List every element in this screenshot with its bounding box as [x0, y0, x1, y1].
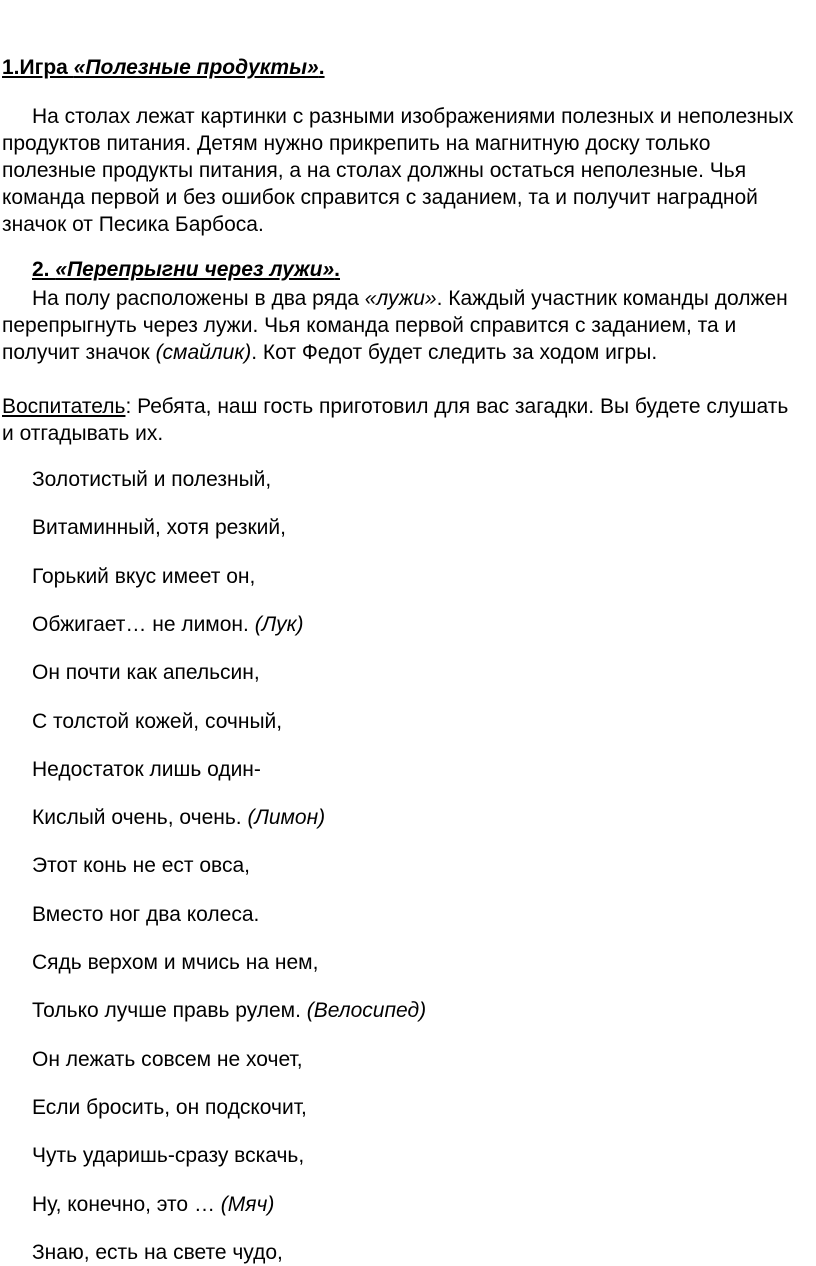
- riddle-answer: (Лимон): [247, 806, 326, 829]
- riddle-line: [32, 949, 318, 976]
- game1-title: «Полезные продукты»: [73, 56, 319, 79]
- riddle-line: [32, 708, 282, 735]
- riddle-line: [32, 997, 426, 1024]
- riddle-line-text: Золотистый и полезный,: [32, 468, 272, 491]
- riddle-line-text: Вместо ног два колеса.: [32, 903, 260, 926]
- game1-number: 1.Игра: [2, 56, 74, 79]
- riddle-line-text: Знаю, есть на свете чудо,: [32, 1241, 283, 1264]
- riddle-line-text: Ну, конечно, это …: [32, 1193, 221, 1216]
- riddle-line: [32, 563, 255, 590]
- riddle-line-text: Обжигает… не лимон.: [32, 613, 255, 636]
- riddle-line: [32, 1046, 303, 1073]
- educator-speech: [2, 393, 802, 447]
- riddle-line: [32, 659, 260, 686]
- game2-text-c: . Каждый участник команды должен перепрыгнуть через лужи. Чья команда первой справится с заданием, та и получит значок: [2, 287, 788, 364]
- riddle-answer: (Велосипед): [306, 999, 427, 1022]
- game1-dot: .: [318, 56, 325, 79]
- riddle-line-text: Кислый очень, очень.: [32, 806, 248, 829]
- educator-text: : Ребята, наш гость приготовил для вас загадки. Вы будете слушать и отгадывать их.: [2, 395, 789, 445]
- game2-text-puddles: «лужи»: [364, 287, 437, 310]
- riddle-answer: (Лук): [254, 613, 304, 636]
- riddle-line: [32, 901, 259, 928]
- riddle-line-text: Сядь верхом и мчись на нем,: [32, 951, 319, 974]
- game1-description: На столах лежат картинки с разными изображениями полезных и неполезных продуктов питания. Детям нужно прикрепить на магнитную доску только полезные продукты питания, а на столах должны остаться неполезные. Чья команда первой и без ошибок справится с заданием, та и получит наградной значок от Песика Барбоса.: [2, 105, 794, 236]
- riddle-answer: (Мяч): [220, 1193, 275, 1216]
- riddle-line-text: Он почти как апельсин,: [32, 661, 260, 684]
- riddle-line: [32, 1239, 283, 1266]
- game2-text-smiley: (смайлик): [155, 341, 252, 364]
- game2-heading: [32, 258, 340, 282]
- riddle-line-text: Витаминный, хотя резкий,: [32, 516, 286, 539]
- game2-number: 2.: [32, 258, 56, 281]
- riddle-line: [32, 852, 250, 879]
- game2-title: «Перепрыгни через лужи»: [55, 258, 335, 281]
- riddle-line: [32, 756, 261, 783]
- riddle-line: [32, 611, 304, 638]
- riddle-line: [32, 804, 325, 831]
- game2-description: [2, 285, 802, 366]
- riddle-line: [32, 514, 286, 541]
- riddle-line-text: С толстой кожей, сочный,: [32, 710, 283, 733]
- game2-text-e: . Кот Федот будет следить за ходом игры.: [251, 341, 658, 364]
- riddle-line-text: Этот конь не ест овса,: [32, 854, 250, 877]
- riddle-line: [32, 1142, 304, 1169]
- riddle-line-text: Он лежать совсем не хочет,: [32, 1048, 303, 1071]
- riddle-line-text: Только лучше правь рулем.: [32, 999, 307, 1022]
- riddle-line: [32, 466, 271, 493]
- riddle-line-text: Чуть ударишь-сразу вскачь,: [32, 1144, 305, 1167]
- riddle-line: [32, 1191, 274, 1218]
- game2-text-a: На полу расположены в два ряда: [32, 287, 365, 310]
- riddle-line-text: Недостаток лишь один-: [32, 758, 261, 781]
- educator-label: Воспитатель: [2, 395, 126, 418]
- riddle-line-text: Горький вкус имеет он,: [32, 565, 256, 588]
- game2-dot: .: [334, 258, 340, 281]
- game1-heading: [2, 56, 325, 80]
- riddle-line-text: Если бросить, он подскочит,: [32, 1096, 307, 1119]
- riddle-line: [32, 1094, 307, 1121]
